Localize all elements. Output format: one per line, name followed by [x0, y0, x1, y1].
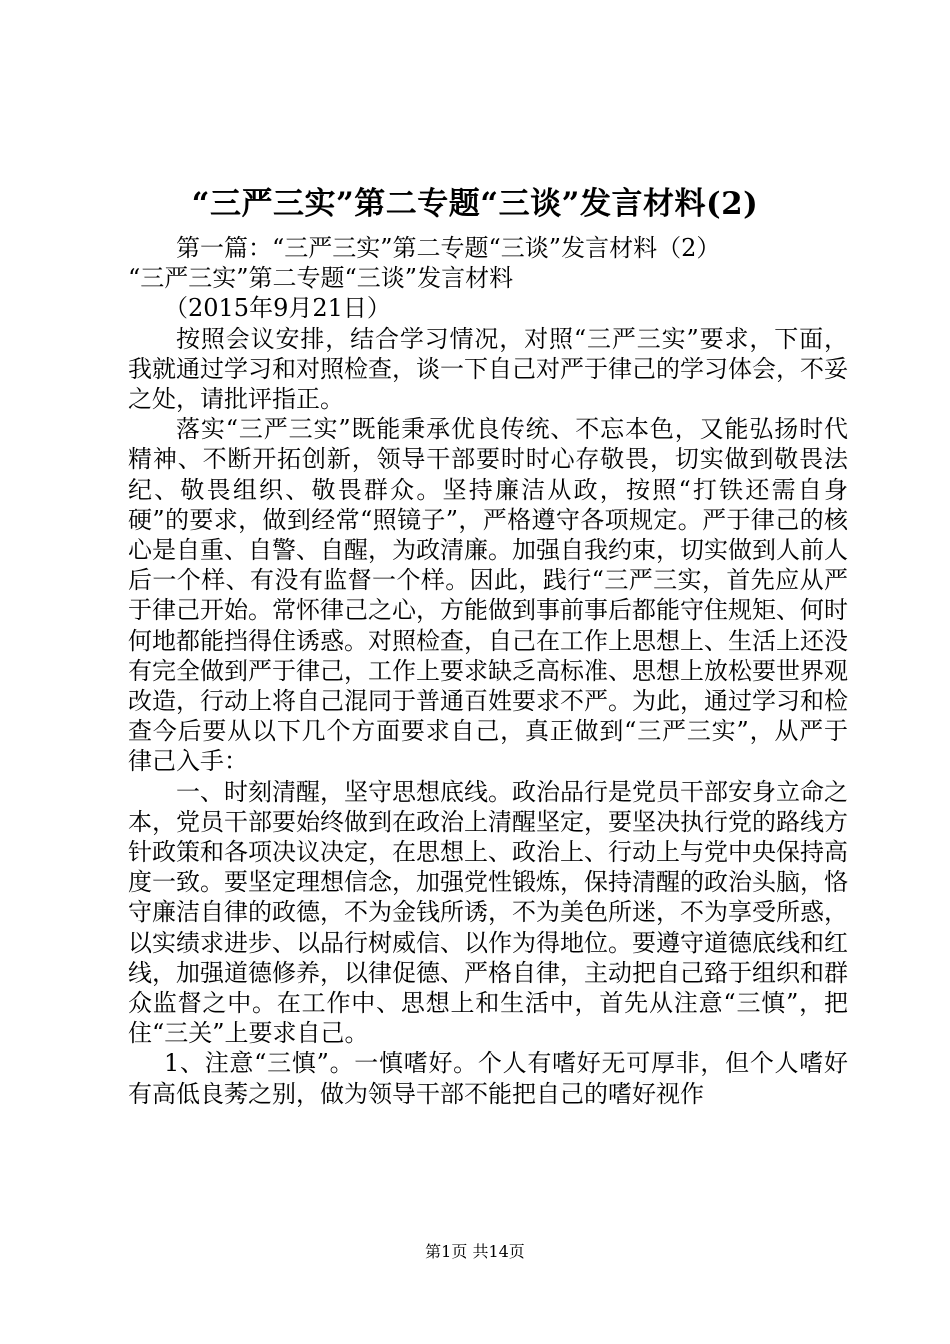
paragraph-item-one: 1、注意“三慎”。一慎嗜好。个人有嗜好无可厚非，但个人嗜好有高低良莠之别，做为领导干部不能把自己的嗜好视作	[128, 1049, 848, 1108]
paragraph-chapter-heading: 第一篇：“三严三实”第二专题“三谈”发言材料（2）	[176, 234, 721, 262]
paragraph-date: （2015年9月21日）	[164, 294, 391, 323]
paragraph-intro: 按照会议安排，结合学习情况，对照“三严三实”要求，下面，我就通过学习和对照检查，谈一下自己对严于律己的学习体会，不妥之处，请批评指正。	[128, 324, 848, 414]
document-body	[128, 233, 848, 1109]
paragraph-body: 落实“三严三实”既能秉承优良传统、不忘本色，又能弘扬时代精神、不断开拓创新，领导干部要时时心存敬畏，切实做到敬畏法纪、敬畏组织、敬畏群众。坚持廉洁从政，按照“打铁还需自身硬”的要求，做到经常“照镜子”，严格遵守各项规定。严于律己的核心是自重、自警、自醒，为政清廉。加强自我约束，切实做到人前人后一个样、有没有监督一个样。因此，践行“三严三实，首先应从严于律己开始。常怀律己之心，方能做到事前事后都能守住规矩、何时何地都能挡得住诱惑。对照检查，自己在工作上思想上、生活上还没有完全做到严于律己，工作上要求缺乏高标准、思想上放松要世界观改造，行动上将自己混同于普通百姓要求不严。为此，通过学习和检查今后要从以下几个方面要求自己，真正做到“三严三实”，从严于律己入手：	[128, 415, 848, 776]
document-title: “三严三实”第二专题“三谈”发言材料(2)	[191, 186, 759, 222]
paragraph-section-one: 一、时刻清醒，坚守思想底线。政治品行是党员干部安身立命之本，党员干部要始终做到在政治上清醒坚定，要坚决执行党的路线方针政策和各项决议决定，在思想上、政治上、行动上与党中央保持高度一致。要坚定理想信念，加强党性锻炼，保持清醒的政治头脑，恪守廉洁自律的政德，不为金钱所诱，不为美色所迷，不为享受所惑，以实绩求进步、以品行树威信、以作为得地位。要遵守道德底线和红线，加强道德修养，以律促德、严格自律，主动把自己臵于组织和群众监督之中。在工作中、思想上和生活中，首先从注意“三慎”，把住“三关”上要求自己。	[128, 777, 848, 1048]
paragraph-subtitle: “三严三实”第二专题“三谈”发言材料	[128, 264, 514, 293]
page-footer: 第1页 共14页	[425, 1242, 525, 1261]
